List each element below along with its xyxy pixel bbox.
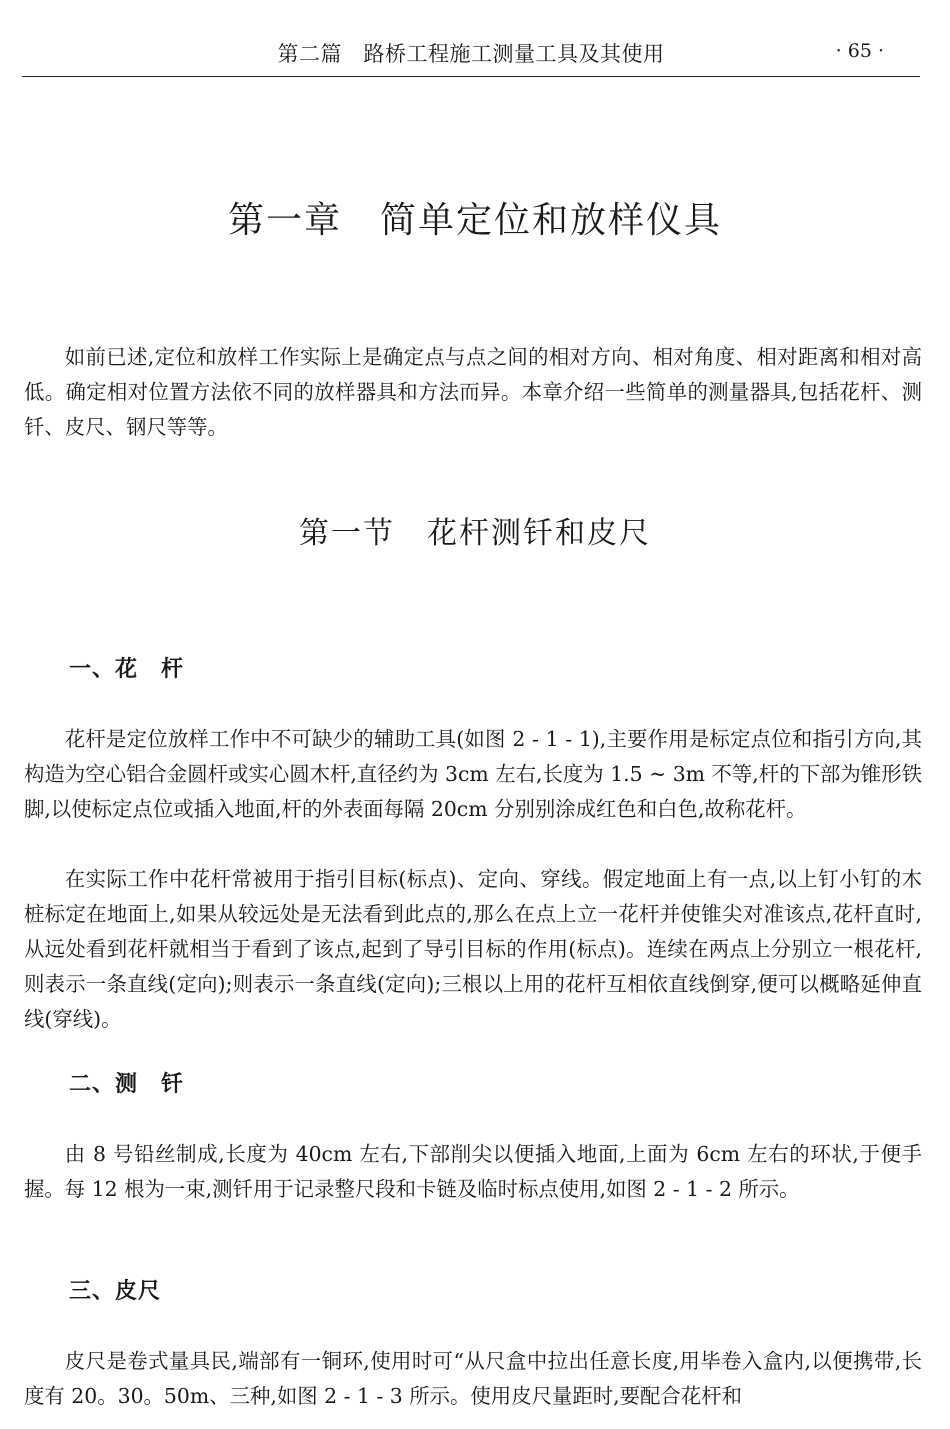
chapter-title: 第一章 简单定位和放样仪具 bbox=[227, 200, 722, 241]
running-title: 第二篇 路桥工程施工测量工具及其使用 bbox=[277, 42, 665, 66]
subsection-heading-huagan: 一、花 杆 bbox=[69, 656, 185, 682]
section-title: 第一节 花杆测钎和皮尺 bbox=[299, 516, 651, 551]
paragraph-huagan-2: 在实际工作中花杆常被用于指引目标(标点)、定向、穿线。假定地面上有一点,以上钉小钉的木桩标定在地面上,如果从较远处是无法看到此点的,那么在点上立一花杆并使锥尖对准该点,花杆直时,从远处看到花杆就相当于看到了该点,起到了导引目标的作用(标点)。连续在两点上分别立一根花杆,则表示一条直线(定向);则表示一条直线(定向);三根以上用的花杆互相依直线倒穿,便可以概略延伸直线(穿线)。 bbox=[24, 867, 923, 1031]
paragraph-pichi-1: 皮尺是卷式量具民,端部有一铜环,使用时可“从尺盒中拉出任意长度,用毕卷入盒内,以便携带,长度有 20。30。50m、三种,如图 2 - 1 - 3 所示。使用皮尺量距时,要配合花杆和 bbox=[24, 1349, 922, 1408]
chapter-intro-paragraph: 如前已述,定位和放样工作实际上是确定点与点之间的相对方向、相对角度、相对距离和相对高低。确定相对位置方法依不同的放样器具和方法而异。本章介绍一些简单的测量器具,包括花杆、测钎、皮尺、钢尺等等。 bbox=[24, 345, 922, 439]
paragraph-huagan-1: 花杆是定位放样工作中不可缺少的辅助工具(如图 2 - 1 - 1),主要作用是标定点位和指引方向,其构造为空心铝合金圆杆或实心圆木杆,直径约为 3cm 左右,长度为 1.5 ~ 3m 不等,杆的下部为锥形铁脚,以使标定点位或插入地面,杆的外表面每隔 20cm 分别别涂成红色和白色,故称花杆。 bbox=[24, 727, 922, 821]
paragraph-ceqian-1: 由 8 号铅丝制成,长度为 40cm 左右,下部削尖以便插入地面,上面为 6cm 左右的环状,于便手握。每 12 根为一束,测钎用于记录整尺段和卡链及临时标点使用,如图 2 - 1 - 2 所示。 bbox=[24, 1142, 922, 1201]
running-header bbox=[22, 34, 920, 77]
subsection-heading-pichi: 三、皮尺 bbox=[69, 1278, 162, 1304]
subsection-heading-ceqian: 二、测 钎 bbox=[69, 1071, 185, 1097]
page-number: · 65 · bbox=[835, 40, 884, 62]
